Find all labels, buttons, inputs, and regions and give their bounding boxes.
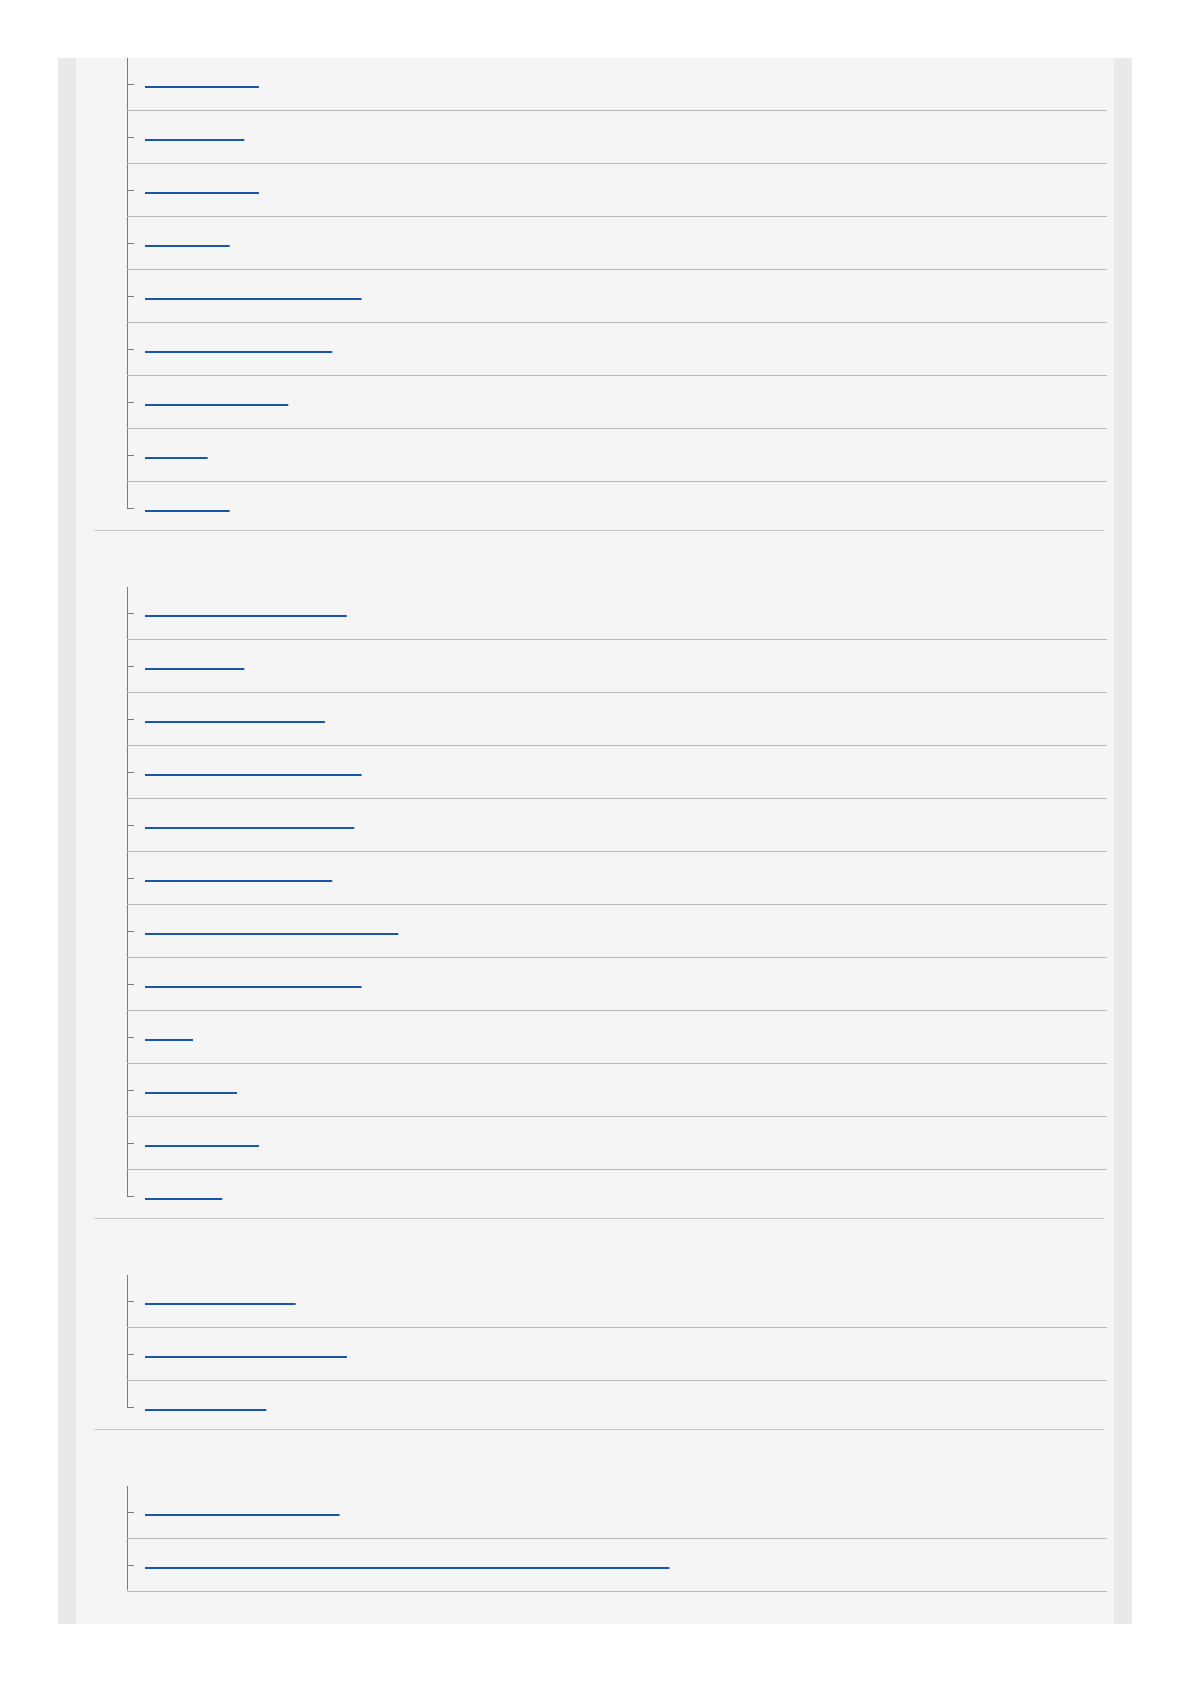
tree-branch bbox=[127, 719, 134, 720]
toc-link[interactable] bbox=[145, 498, 265, 512]
list-item bbox=[127, 746, 1107, 799]
tree-branch bbox=[127, 1090, 134, 1091]
toc-link[interactable] bbox=[145, 1080, 258, 1094]
list-item bbox=[127, 640, 1107, 693]
list-item bbox=[127, 852, 1107, 905]
list-item bbox=[127, 482, 1107, 534]
toc-link[interactable] bbox=[145, 445, 228, 459]
toc-link[interactable] bbox=[145, 1555, 745, 1569]
tree-branch bbox=[127, 772, 134, 773]
tree-branch bbox=[127, 1143, 134, 1144]
tree-branch bbox=[127, 455, 134, 456]
tree-branch-end bbox=[127, 482, 134, 509]
tree-branch bbox=[127, 613, 134, 614]
list-item bbox=[127, 1328, 1107, 1381]
toc-link[interactable] bbox=[145, 286, 428, 300]
list-item bbox=[127, 1381, 1107, 1433]
tree-branch bbox=[127, 243, 134, 244]
list-item bbox=[127, 376, 1107, 429]
toc-link[interactable] bbox=[145, 1397, 290, 1411]
list-item bbox=[127, 693, 1107, 746]
list-item bbox=[127, 1064, 1107, 1117]
list-item bbox=[127, 323, 1107, 376]
toc-link[interactable] bbox=[145, 392, 336, 406]
toc-link[interactable] bbox=[145, 762, 435, 776]
list-item bbox=[127, 217, 1107, 270]
tree-branch bbox=[127, 402, 134, 403]
toc-link[interactable] bbox=[145, 1027, 203, 1041]
toc-section-1 bbox=[94, 58, 1104, 531]
list-item bbox=[127, 1117, 1107, 1170]
tree-branch bbox=[127, 190, 134, 191]
list-item bbox=[127, 164, 1107, 217]
tree-branch bbox=[127, 931, 134, 932]
toc-link[interactable] bbox=[145, 709, 393, 723]
list-item bbox=[127, 905, 1107, 958]
list-item bbox=[127, 1275, 1107, 1328]
tree-branch bbox=[127, 84, 134, 85]
list-item bbox=[127, 1539, 1107, 1592]
toc-link[interactable] bbox=[145, 1186, 255, 1200]
toc-link[interactable] bbox=[145, 1344, 406, 1358]
toc-link[interactable] bbox=[145, 656, 278, 670]
list-item bbox=[127, 1011, 1107, 1064]
tree-branch-end bbox=[127, 1381, 134, 1408]
toc-link[interactable] bbox=[145, 127, 276, 141]
toc-link[interactable] bbox=[145, 974, 433, 988]
list-item bbox=[127, 587, 1107, 640]
tree-branch bbox=[127, 1565, 134, 1566]
toc-section-3 bbox=[94, 1219, 1104, 1430]
tree-branch bbox=[127, 984, 134, 985]
tree-branch bbox=[127, 1037, 134, 1038]
toc-link[interactable] bbox=[145, 233, 263, 247]
toc-link[interactable] bbox=[145, 603, 406, 617]
toc-link[interactable] bbox=[145, 180, 298, 194]
toc-section-2 bbox=[94, 531, 1104, 1219]
tree-branch bbox=[127, 1512, 134, 1513]
tree-branch bbox=[127, 137, 134, 138]
list-item bbox=[127, 1486, 1107, 1539]
tree-branch bbox=[127, 1354, 134, 1355]
list-item bbox=[127, 270, 1107, 323]
toc-link[interactable] bbox=[145, 1133, 282, 1147]
tree-branch-end bbox=[127, 1170, 134, 1197]
list-item bbox=[127, 429, 1107, 482]
list-item bbox=[127, 1170, 1107, 1222]
toc-link[interactable] bbox=[145, 1502, 391, 1516]
toc-section-4 bbox=[94, 1430, 1104, 1590]
tree-branch bbox=[127, 825, 134, 826]
tree-branch bbox=[127, 666, 134, 667]
tree-branch bbox=[127, 878, 134, 879]
toc-link[interactable] bbox=[145, 74, 293, 88]
toc-link[interactable] bbox=[145, 868, 397, 882]
list-item bbox=[127, 799, 1107, 852]
list-item bbox=[127, 958, 1107, 1011]
toc-link[interactable] bbox=[145, 815, 426, 829]
toc-link[interactable] bbox=[145, 921, 501, 935]
toc-link[interactable] bbox=[145, 1291, 316, 1305]
tree-branch bbox=[127, 296, 134, 297]
list-item bbox=[127, 111, 1107, 164]
toc-link[interactable] bbox=[145, 339, 366, 353]
tree-branch bbox=[127, 1301, 134, 1302]
tree-branch bbox=[127, 349, 134, 350]
list-item bbox=[127, 58, 1107, 111]
